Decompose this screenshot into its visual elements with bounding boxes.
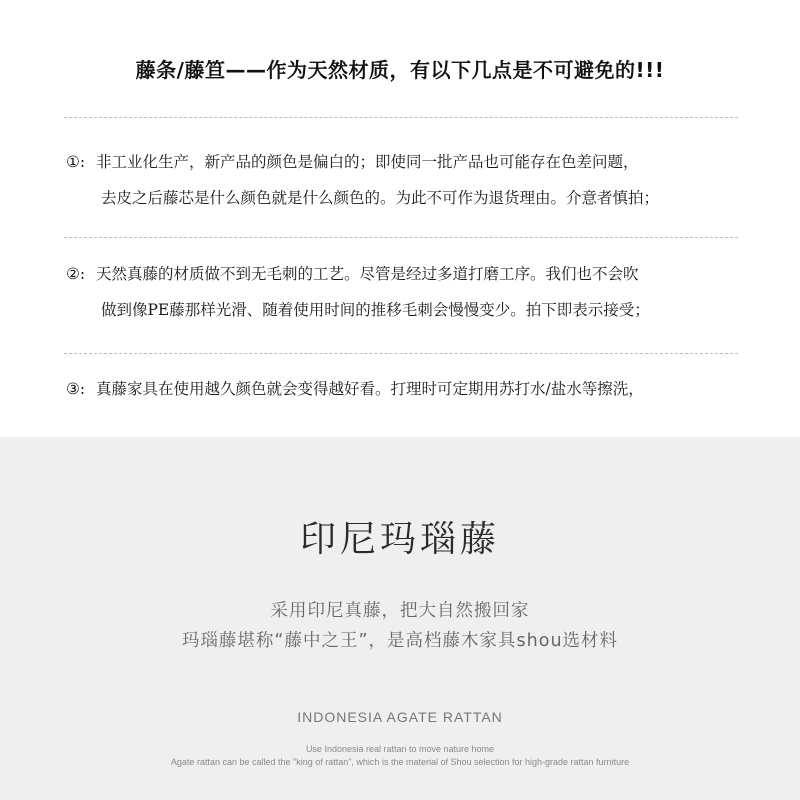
notice-item-text: 做到像PE藤那样光滑、随着使用时间的推移毛刺会慢慢变少。拍下即表示接受；: [101, 301, 650, 319]
promo-subtitle-line-2: 玛瑙藤堪称“藤中之王”，是高档藤木家具shou选材料: [181, 631, 619, 651]
notice-item-text: 去皮之后藤芯是什么颜色就是什么颜色的。为此不可作为退货理由。介意者慎拍；: [101, 189, 660, 207]
item-marker: ①:: [66, 153, 86, 171]
promo-section: [0, 437, 800, 800]
promo-english-line-2: Agate rattan can be called the "king of rattan", which is the material of Shou selection for high-grade rattan furniture: [170, 757, 630, 767]
promo-english-title: INDONESIA AGATE RATTAN: [297, 709, 503, 725]
dashed-divider: [64, 117, 738, 118]
notice-item-2: [66, 256, 766, 328]
notice-item-line: [66, 256, 766, 292]
notice-item-3: [66, 371, 766, 407]
dashed-divider: [64, 237, 738, 238]
item-marker: ③:: [66, 380, 86, 398]
notice-item-text: 非工业化生产，新产品的颜色是偏白的；即使同一批产品也可能存在色差问题，: [96, 153, 639, 171]
dashed-divider: [64, 353, 738, 354]
notice-item-text: 真藤家具在使用越久颜色就会变得越好看。打理时可定期用苏打水/盐水等擦洗，: [96, 380, 644, 398]
promo-english-line-1: Use Indonesia real rattan to move nature home: [305, 744, 495, 754]
item-marker: ②:: [66, 265, 86, 283]
notice-item-1: [66, 144, 766, 216]
promo-title: 印尼玛瑙藤: [299, 519, 500, 560]
promo-subtitle-line-1: 采用印尼真藤，把大自然搬回家: [270, 601, 530, 621]
notice-item-line: [66, 144, 766, 180]
notice-item-line: [66, 371, 766, 407]
notice-title: 藤条/藤笪——作为天然材质，有以下几点是不可避免的!!!: [135, 58, 665, 82]
notice-item-text: 天然真藤的材质做不到无毛刺的工艺。尽管是经过多道打磨工序。我们也不会吹: [96, 265, 639, 283]
